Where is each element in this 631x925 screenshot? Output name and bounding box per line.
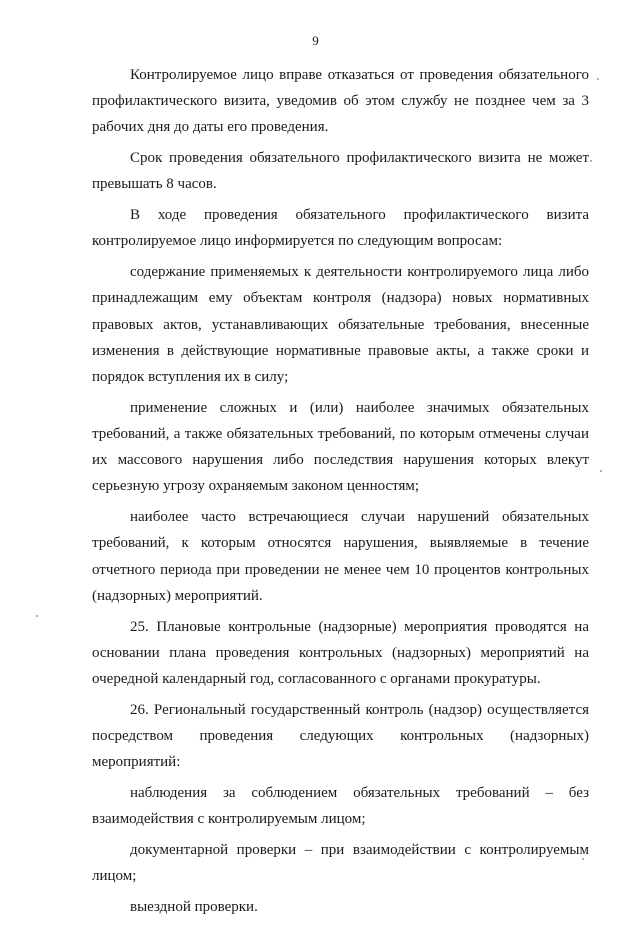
scan-speck	[36, 615, 38, 617]
page-number: 9	[312, 33, 319, 48]
paragraph-documentary-check: документарной проверки – при взаимодействии с контролируемым лицом;	[92, 842, 589, 885]
body-text	[92, 62, 589, 925]
paragraph-info-violations: наиболее часто встречающиеся случаи нарушений обязательных требований, к которым относятся нарушения, выявляемые в течение отчетного периода при проведении не менее чем 10 процентов контрольных (надзорных) мероприятий.	[92, 509, 589, 604]
paragraph-field-check: выездной проверки.	[130, 899, 258, 916]
paragraph-26-control-events: 26. Региональный государственный контроль (надзор) осуществляется посредством проведения следующих контрольных (надзорных) мероприятий:	[92, 701, 589, 771]
scan-speck	[582, 858, 584, 860]
paragraph-info-requirements: применение сложных и (или) наиболее значимых обязательных требований, а также обязательных требований, по которым отмечены случаи их массового нарушения либо последствия нарушения которых влекут серьезную угрозу охраняемым законом ценностям;	[92, 399, 589, 495]
paragraph-observation: наблюдения за соблюдением обязательных требований – без взаимодействия с контролируемым лицом;	[92, 785, 589, 828]
scan-speck	[600, 470, 602, 472]
scan-speck	[590, 160, 592, 162]
paragraph-refusal: Контролируемое лицо вправе отказаться от проведения обязательного профилактического визита, уведомив об этом службу не позднее чем за 3 рабочих дня до даты его проведения.	[92, 67, 589, 136]
paragraph-duration: Срок проведения обязательного профилактического визита не может превышать 8 часов.	[92, 150, 589, 193]
paragraph-info-new-acts: содержание применяемых к деятельности контролируемого лица либо принадлежащим ему объектам контроля (надзора) новых нормативных правовых актов, устанавливающих обязательные требования, внесенные изменения в действующие нормативные правовые акты, а также сроки и порядок вступления их в силу;	[92, 264, 589, 386]
scan-speck	[597, 78, 599, 80]
paragraph-info-intro: В ходе проведения обязательного профилактического визита контролируемое лицо информируется по следующим вопросам:	[92, 207, 589, 250]
paragraph-25-planned-events: 25. Плановые контрольные (надзорные) мероприятия проводятся на основании плана проведения контрольных (надзорных) мероприятий на очередной календарный год, согласованного с органами прокуратуры.	[92, 618, 589, 688]
